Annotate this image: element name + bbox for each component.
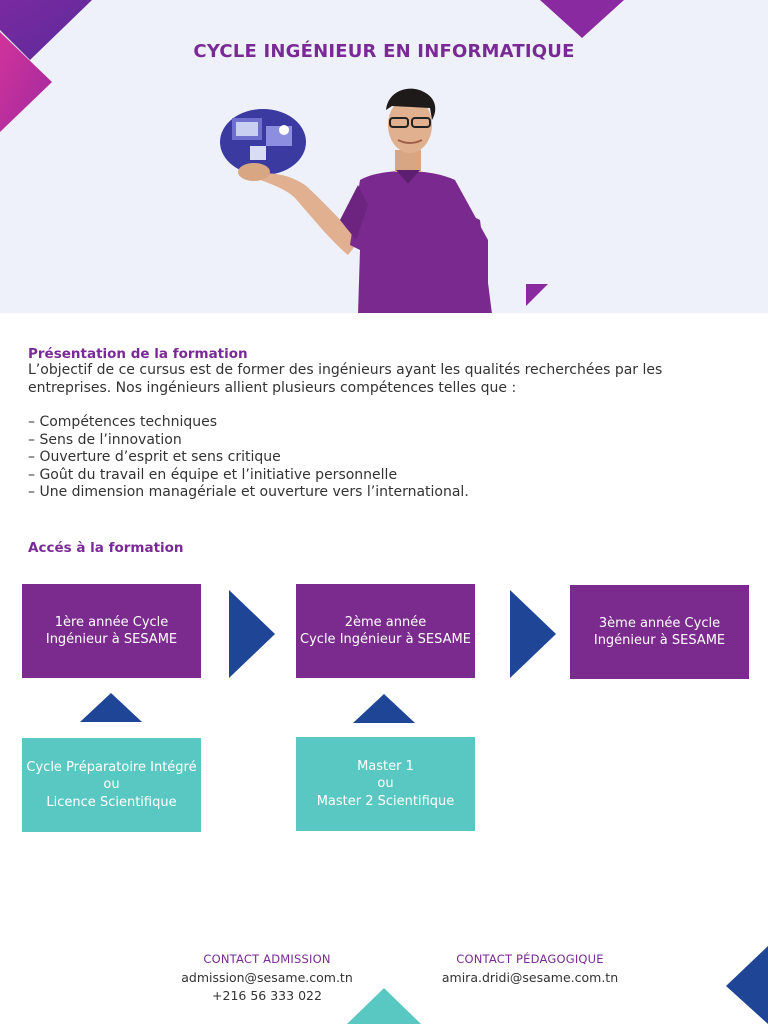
entry1-line-1: Cycle Préparatoire Intégré: [26, 759, 197, 775]
year3-line-1: 3ème année Cycle: [598, 615, 721, 631]
entry2-box: [296, 737, 475, 831]
contact-admission: [167, 952, 367, 1005]
triangle-decoration-bottom: [347, 988, 421, 1024]
entry1-box: [22, 738, 201, 832]
list-item: – Goût du travail en équipe et l’initiative personnelle: [28, 466, 398, 483]
page-title: CYCLE INGÉNIEUR EN INFORMATIQUE: [193, 41, 575, 62]
contact-pedagogique-email[interactable]: amira.dridi@sesame.com.tn: [441, 970, 619, 985]
year2-line-2: Cycle Ingénieur à SESAME: [300, 632, 471, 647]
triangle-decoration-small: [526, 284, 550, 308]
corner-decoration-top-left: [0, 0, 100, 135]
hero-banner: [0, 0, 768, 313]
presentation-intro-line-1: L’objectif de ce cursus est de former des ingénieurs ayant les qualités recherchées par les: [28, 362, 663, 378]
list-item: – Une dimension managériale et ouverture vers l’international.: [28, 484, 469, 500]
arrow-right-icon: [510, 590, 558, 678]
arrow-up-icon: [80, 693, 142, 723]
triangle-decoration-top: [540, 0, 624, 40]
list-item: – Compétences techniques: [28, 414, 218, 430]
list-item: – Sens de l’innovation: [28, 431, 182, 448]
arrow-right-icon: [229, 590, 277, 678]
contact-admission-phone[interactable]: +216 56 333 022: [212, 988, 322, 1003]
entry2-line-1: Master 1: [357, 758, 414, 774]
presentation-intro-line-2: entreprises. Nos ingénieurs allient plusieurs compétences telles que :: [28, 379, 517, 396]
year3-line-2: Ingénieur à SESAME: [593, 633, 726, 648]
year1-line-1: 1ère année Cycle: [54, 614, 169, 630]
entry1-line-2: ou: [103, 777, 120, 793]
contact-pedagogique-label: CONTACT PÉDAGOGIQUE: [456, 952, 604, 966]
year2-line-1: 2ème année: [344, 614, 427, 630]
year3-box: [570, 585, 749, 679]
entry1-line-3: Licence Scientifique: [46, 794, 177, 810]
entry2-line-3: Master 2 Scientifique: [316, 793, 455, 809]
entry2-line-2: ou: [377, 776, 394, 792]
corner-decoration-bottom-right: [724, 946, 768, 1024]
list-item: – Ouverture d’esprit et sens critique: [28, 449, 281, 465]
student-holding-illustration: [210, 80, 510, 313]
contact-pedagogique: [430, 952, 630, 987]
arrow-up-icon: [353, 694, 415, 724]
year1-box: [22, 584, 201, 678]
contact-admission-email[interactable]: admission@sesame.com.tn: [181, 970, 353, 985]
presentation-heading: Présentation de la formation: [28, 346, 248, 362]
year1-line-2: Ingénieur à SESAME: [45, 632, 178, 647]
competences-list: [28, 414, 748, 502]
presentation-section: [28, 346, 748, 502]
contact-admission-label: CONTACT ADMISSION: [203, 952, 331, 966]
year2-box: [296, 584, 475, 678]
access-heading: Accés à la formation: [28, 540, 184, 556]
